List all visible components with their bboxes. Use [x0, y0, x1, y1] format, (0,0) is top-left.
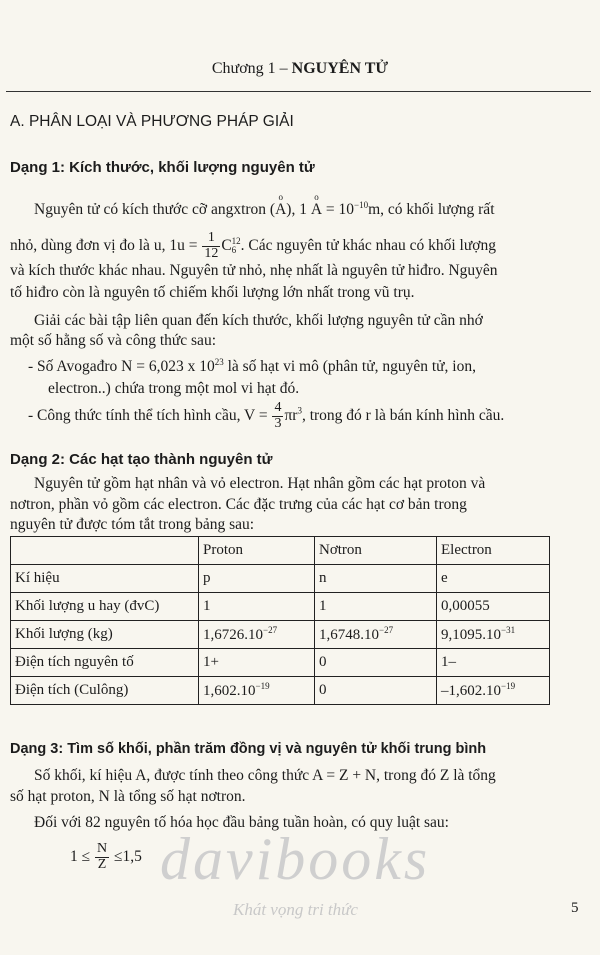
angstrom-symbol: o A [310, 192, 323, 219]
nz-inequality: 1 ≤ $\frac{N}{Z}$ ≤1,5 [70, 841, 142, 872]
table-header-cell: Electron [437, 537, 550, 565]
row-label: Khối lượng u hay (đvC) [11, 593, 199, 621]
dang1-para1-line4: tố hiđro còn là nguyên tố chiếm khối lượng lớn nhất trong vũ trụ. [10, 284, 415, 301]
dang1-para2-line1: Giải các bài tập liên quan đến kích thước, khối lượng nguyên tử cần nhớ [34, 312, 483, 329]
chapter-header [0, 60, 600, 78]
cell-neutron: $1,6748.10^{-27}$ [315, 621, 437, 649]
table-row [11, 593, 550, 621]
dang1-para1-line3: và kích thước khác nhau. Nguyên tử nhỏ, nhẹ nhất là nguyên tử hiđro. Nguyên [10, 262, 498, 279]
cell-electron: $-1,602.10^{-19}$ [437, 677, 550, 705]
cell-electron: $9,1095.10^{-31}$ [437, 621, 550, 649]
dang1-para1-line1: Nguyên tử có kích thước cỡ angxtron ( o A), 1 o $A = 10^{-10}m$, có khối lượng rất [34, 192, 495, 219]
header-rule [6, 91, 591, 92]
fraction-one-twelfth: $\frac{1}{12}$ [204, 230, 219, 261]
cell-electron: 1– [437, 649, 550, 677]
dang3-line2: số hạt proton, N là tổng số hạt nơtron. [10, 788, 246, 805]
dang2-line2: nơtron, phần vỏ gồm các electron. Các đặc trưng của các hạt cơ bản trong [10, 496, 467, 513]
dang1-para2-line2: một số hằng số và công thức sau: [10, 332, 216, 349]
bullet-avogadro-cont: electron..) chứa trong một mol vi hạt đó. [48, 380, 300, 397]
row-label: Điện tích (Culông) [11, 677, 199, 705]
dang3-line3: Đối với 82 nguyên tố hóa học đầu bảng tuần hoàn, có quy luật sau: [34, 814, 449, 831]
carbon-symbol: C [221, 236, 232, 254]
chapter-title: NGUYÊN TỬ [291, 60, 389, 77]
dang1-title: Dạng 1: Kích thước, khối lượng nguyên tử [10, 159, 315, 176]
fraction-n-over-z: $\frac{N}{Z}$ [97, 841, 108, 872]
cell-electron: e [437, 565, 550, 593]
bullet-sphere-volume: - Công thức tính thể tích hình cầu, V = $\frac{4}{3}$ $\pi r^3$, trong đó r là bán kính hình cầu. [28, 400, 505, 431]
table-header-cell: Nơtron [315, 537, 437, 565]
dang2-title: Dạng 2: Các hạt tạo thành nguyên tử [10, 451, 273, 468]
table-header-row [11, 537, 550, 565]
dang3-line1: Số khối, kí hiệu A, được tính theo công thức A = Z + N, trong đó Z là tổng [34, 767, 496, 784]
cell-proton: p [199, 565, 315, 593]
cell-proton: 1+ [199, 649, 315, 677]
watermark-slogan: Khát vọng tri thức [233, 900, 358, 919]
dang3-title: Dạng 3: Tìm số khối, phần trăm đồng vị và nguyên tử khối trung bình [10, 741, 487, 757]
cell-neutron: 1 [315, 593, 437, 621]
table-row [11, 565, 550, 593]
page-number: 5 [571, 900, 579, 916]
table-row [11, 677, 550, 705]
chapter-number: Chương 1 – [211, 60, 292, 77]
bullet-avogadro: - Số Avogađro N = 6,023 x $10^{23}$ là số hạt vi mô (phân tử, nguyên tử, ion, [28, 357, 476, 376]
cell-proton: 1 [199, 593, 315, 621]
particle-table [10, 536, 550, 705]
row-label: Khối lượng (kg) [11, 621, 199, 649]
cell-electron: 0,00055 [437, 593, 550, 621]
cell-neutron: n [315, 565, 437, 593]
cell-neutron: 0 [315, 649, 437, 677]
cell-neutron: 0 [315, 677, 437, 705]
cell-proton: $1,602.10^{-19}$ [199, 677, 315, 705]
dang1-para1-line2: nhỏ, dùng đơn vị đo là u, 1u = $\frac{1}{12}$ C 12 6 . Các nguyên tử khác nhau có khối lượng [10, 230, 496, 261]
table-row [11, 649, 550, 677]
table-row [11, 621, 550, 649]
table-header-cell: Proton [199, 537, 315, 565]
dang2-line1: Nguyên tử gồm hạt nhân và vỏ electron. Hạt nhân gồm các hạt proton và [34, 475, 486, 492]
watermark-logo: davibooks [160, 826, 431, 892]
angstrom-symbol: o A [275, 192, 287, 219]
table-header-cell [11, 537, 199, 565]
row-label: Điện tích nguyên tố [11, 649, 199, 677]
fraction-four-thirds: $\frac{4}{3}$ [274, 400, 282, 431]
dang2-line3: nguyên tử được tóm tắt trong bảng sau: [10, 516, 255, 533]
row-label: Kí hiệu [11, 565, 199, 593]
section-a-heading: A. PHÂN LOẠI VÀ PHƯƠNG PHÁP GIẢI [10, 113, 294, 130]
cell-proton: $1,6726.10^{-27}$ [199, 621, 315, 649]
